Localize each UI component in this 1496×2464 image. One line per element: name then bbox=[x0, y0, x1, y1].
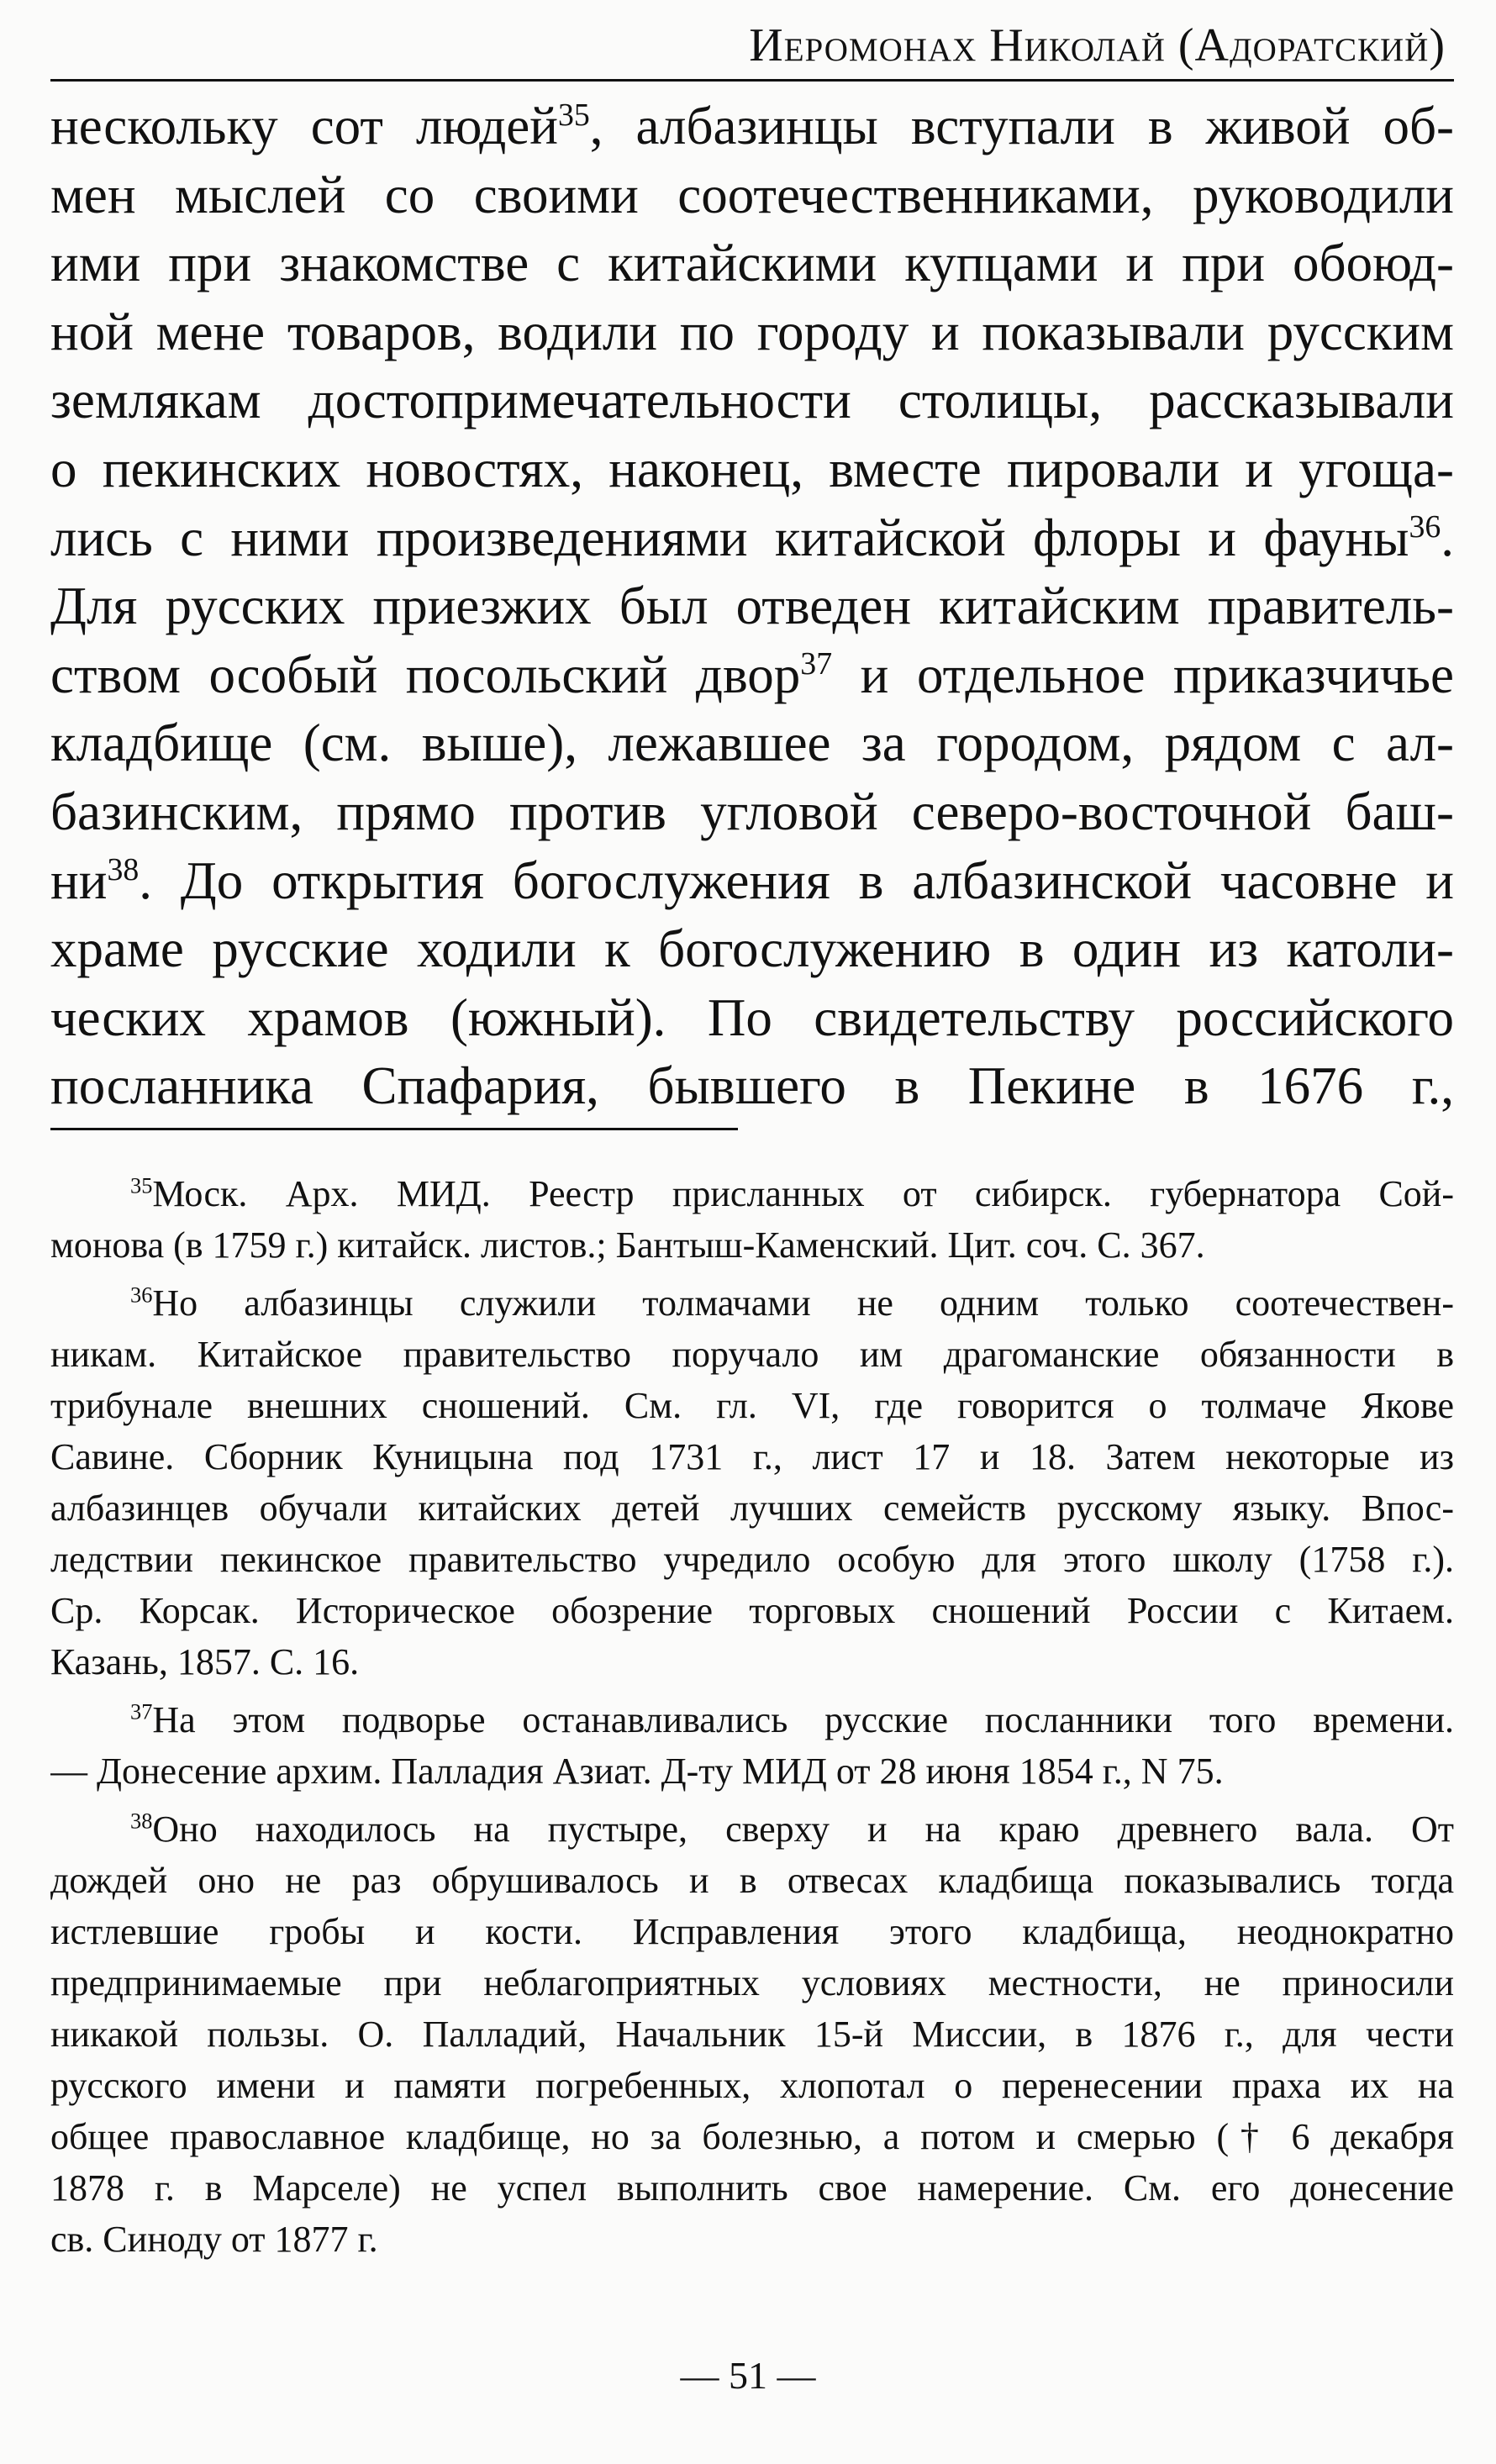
footnote-line: дождей оно не раз обрушивалось и в отвесах кладбища показывались тогда bbox=[50, 1860, 1454, 1901]
footnote-line: 1878 г. в Марселе) не успел выполнить свое намерение. См. его донесение bbox=[50, 2167, 1454, 2209]
footnote-number: 35 bbox=[130, 1172, 153, 1198]
footnote-line: общее православное кладбище, но за болезнью, а потом и смерью († 6 декабря bbox=[50, 2116, 1454, 2157]
footnote-line: албазинцев обучали китайских детей лучших семейств русскому языку. Впос- bbox=[50, 1487, 1454, 1529]
footnote-line: предпринимаемые при неблагоприятных условиях местности, не приносили bbox=[50, 1962, 1454, 2003]
footnote-line: никакой пользы. О. Палладий, Начальник 15-й Миссии, в 1876 г., для чести bbox=[50, 2014, 1454, 2055]
footnote-ref[interactable]: 38 bbox=[107, 851, 140, 887]
text-segment: . До открытия богослужения в албазинской часовне и bbox=[139, 850, 1454, 910]
running-header bbox=[50, 12, 1454, 82]
text-line: мен мыслей со своими соотечественниками, руководили bbox=[50, 165, 1454, 224]
main-text bbox=[50, 92, 1454, 1121]
text-line: ими при знакомстве с китайскими купцами и при обоюд- bbox=[50, 234, 1454, 293]
footnote-ref[interactable]: 37 bbox=[800, 645, 833, 682]
footnote-line: истлевшие гробы и кости. Исправления этого кладбища, неоднократно bbox=[50, 1911, 1454, 1952]
text-segment: лись с ними произведениями китайской флоры и фауны bbox=[50, 508, 1409, 567]
footnote-36 bbox=[50, 1277, 1454, 1687]
footnote-text: Но албазинцы служили толмачами не одним только соотечествен- bbox=[152, 1282, 1454, 1324]
text-line bbox=[50, 847, 1454, 916]
footnote-text: Оно находилось на пустыре, сверху и на краю древнего вала. От bbox=[152, 1809, 1454, 1850]
text-segment: , албазинцы вступали в живой об- bbox=[589, 97, 1454, 155]
footnote-text: На этом подворье останавливались русские посланники того времени. bbox=[152, 1699, 1454, 1740]
running-header-title: Иеромонах Николай (Адоратский) bbox=[749, 19, 1446, 71]
footnote-37 bbox=[50, 1694, 1454, 1797]
text-segment: ни bbox=[50, 850, 108, 910]
text-line: ческих храмов (южный). По свидетельству российского bbox=[50, 987, 1454, 1047]
text-segment: ством особый посольский двор bbox=[50, 645, 801, 704]
footnote-line: трибунале внешних сношений. См. гл. VI, где говорится о толмаче Якове bbox=[50, 1385, 1454, 1426]
footnote-line: ледствии пекинское правительство учредило особую для этого школу (1758 г.). bbox=[50, 1539, 1454, 1580]
text-line bbox=[50, 504, 1454, 573]
text-segment: и отдельное приказчичье bbox=[832, 645, 1454, 704]
footnote-line bbox=[50, 1694, 1454, 1745]
footnote-number: 38 bbox=[130, 1808, 153, 1834]
footnote-line: Казань, 1857. С. 16. bbox=[50, 1641, 360, 1682]
footnote-line: Савине. Сборник Куницына под 1731 г., лист 17 и 18. Затем некоторые из bbox=[50, 1436, 1454, 1477]
page-number: — 51 — bbox=[680, 2354, 816, 2397]
text-line: посланника Спафария, бывшего в Пекине в 1676 г., bbox=[50, 1056, 1454, 1116]
footnote-ref[interactable]: 36 bbox=[1409, 508, 1441, 545]
footnote-line bbox=[50, 1168, 1454, 1219]
footnote-ref[interactable]: 35 bbox=[557, 97, 590, 133]
footnote-divider bbox=[50, 1128, 738, 1130]
footnote-text: Моск. Арх. МИД. Реестр присланных от сибирск. губернатора Сой- bbox=[152, 1173, 1454, 1214]
footnote-line: Ср. Корсак. Историческое обозрение торговых сношений России с Китаем. bbox=[50, 1590, 1454, 1631]
footnote-line: — Донесение архим. Палладия Азиат. Д-ту МИД от 28 июня 1854 г., N 75. bbox=[50, 1751, 1224, 1792]
text-segment: нескольку сот людей bbox=[50, 97, 558, 155]
text-line: кладбище (см. выше), лежавшее за городом, рядом с ал- bbox=[50, 713, 1454, 773]
footnotes bbox=[50, 1168, 1454, 2265]
text-line: базинским, прямо против угловой северо-восточной баш- bbox=[50, 782, 1454, 841]
footnote-line: русского имени и памяти погребенных, хлопотал о перенесении праха их на bbox=[50, 2065, 1454, 2106]
footnote-35 bbox=[50, 1168, 1454, 1271]
footnote-line: монова (в 1759 г.) китайск. листов.; Бантыш-Каменский. Цит. соч. С. 367. bbox=[50, 1224, 1205, 1266]
text-line bbox=[50, 641, 1454, 710]
text-line bbox=[50, 92, 1454, 161]
footnote-line bbox=[50, 1803, 1454, 1855]
footnote-line: св. Синоду от 1877 г. bbox=[50, 2219, 378, 2260]
text-segment: . bbox=[1441, 508, 1454, 567]
footnote-number: 37 bbox=[130, 1698, 153, 1724]
text-line: землякам достопримечательности столицы, рассказывали bbox=[50, 371, 1454, 430]
footnote-line bbox=[50, 1277, 1454, 1329]
text-line: Для русских приезжих был отведен китайским правитель- bbox=[50, 577, 1454, 636]
text-line: храме русские ходили к богослужению в один из католи- bbox=[50, 919, 1454, 979]
text-line: о пекинских новостях, наконец, вместе пировали и угоща- bbox=[50, 439, 1454, 498]
footnote-number: 36 bbox=[130, 1282, 153, 1308]
text-line: ной мене товаров, водили по городу и показывали русским bbox=[50, 302, 1454, 361]
footnote-38 bbox=[50, 1803, 1454, 2265]
footnote-line: никам. Китайское правительство поручало им драгоманские обязанности в bbox=[50, 1334, 1454, 1375]
